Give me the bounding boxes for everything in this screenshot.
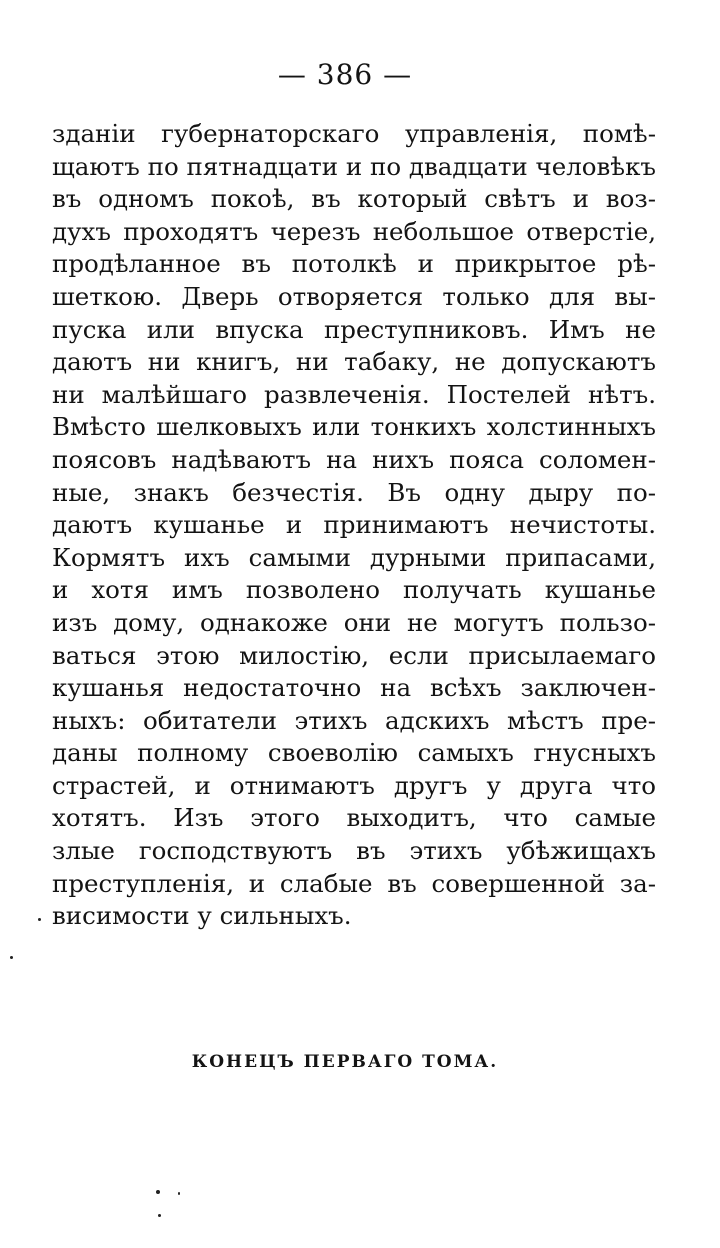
text-line: шеткою. Дверь отворяется только для вы- [52, 281, 656, 311]
page-number: — 386 — [277, 58, 413, 91]
text-line: даютъ кушанье и принимаютъ нечистоты. [52, 510, 656, 540]
text-line: преступленія, и слабые въ совершенной за- [52, 868, 656, 898]
end-of-volume-caption: КОНЕЦЪ ПЕРВАГО ТОМА. [191, 1052, 499, 1072]
text-line: пуска или впуска преступниковъ. Имъ не [52, 314, 656, 344]
text-line: поясовъ надѣваютъ на нихъ пояса соломен- [52, 444, 656, 474]
print-speck [158, 1214, 161, 1217]
text-line: хотятъ. Изъ этого выходитъ, что самые [52, 803, 656, 833]
text-line: ваться этою милостію, если присылаемаго [52, 640, 656, 670]
text-line: ныхъ: обитатели этихъ адскихъ мѣстъ пре- [52, 705, 656, 735]
text-line: ные, знакъ безчестія. Въ одну дыру по- [52, 477, 656, 507]
text-line: духъ проходятъ черезъ небольшое отверстіе, [52, 216, 656, 246]
text-line: висимости у сильныхъ. [52, 901, 352, 931]
text-line: даютъ ни книгъ, ни табаку, не допускаютъ [52, 347, 656, 377]
text-line: изъ дому, однакоже они не могутъ пользо- [52, 607, 656, 637]
text-line: кушанья недостаточно на всѣхъ заключен- [52, 673, 656, 703]
text-line: страстей, и отнимаютъ другъ у друга что [52, 770, 656, 800]
text-line: зданіи губернаторскаго управленія, помѣ- [52, 119, 656, 148]
text-line: даны полному своеволію самыхъ гнусныхъ [52, 738, 656, 768]
text-line: щаютъ по пятнадцати и по двадцати человѣкъ [52, 151, 656, 181]
print-speck [178, 1192, 180, 1195]
body-text [52, 118, 656, 933]
text-line: продѣланное въ потолкѣ и прикрытое рѣ- [52, 249, 656, 279]
print-speck [10, 956, 13, 959]
text-line: злые господствуютъ въ этихъ убѣжищахъ [52, 836, 656, 866]
text-line: въ одномъ покоѣ, въ который свѣтъ и воз- [52, 184, 656, 214]
text-line: Вмѣсто шелковыхъ или тонкихъ холстинныхъ [52, 412, 656, 442]
text-line: Кормятъ ихъ самыми дурными припасами, [52, 542, 656, 572]
text-line: ни малѣйшаго развлеченія. Постелей нѣтъ. [52, 379, 656, 409]
print-speck [156, 1190, 160, 1194]
print-speck [38, 918, 41, 921]
text-line: и хотя имъ позволено получать кушанье [52, 575, 656, 605]
